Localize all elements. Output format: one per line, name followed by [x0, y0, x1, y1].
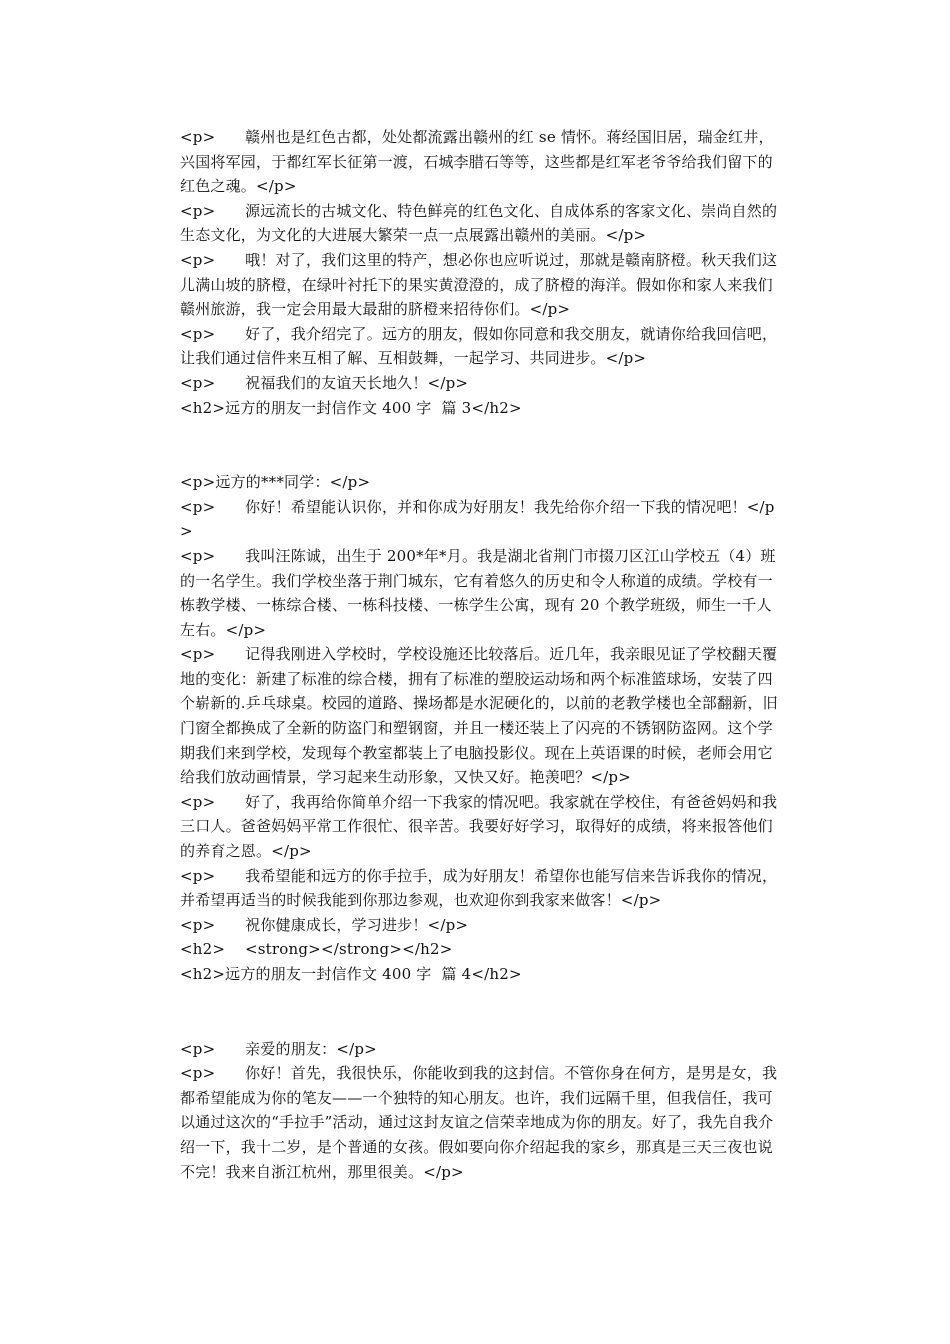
paragraph: <p> 我叫汪陈诚，出生于 200*年*月。我是湖北省荆门市掇刀区江山学校五（4）班的一名学生。我们学校坐落于荆门城东，它有着悠久的历史和令人称道的成绩。学校有一栋教学楼、一栋综合楼、一栋科技楼、一栋学生公寓，现有 20 个教学班级，师生一千人左右。</p>: [180, 546, 776, 639]
paragraph: <p> 记得我刚进入学校时，学校设施还比较落后。近几年，我亲眼见证了学校翻天覆地的变化：新建了标准的综合楼，拥有了标准的塑胶运动场和两个标准篮球场，安装了四个崭新的.乒乓球桌。校园的道路、操场都是水泥硬化的，以前的老教学楼也全部翻新，旧门窗全都换成了全新的防盗门和塑钢窗，并且一楼还装上了闪亮的不锈钢防盗网。这个学期我们来到学校，发现每个教室都装上了电脑投影仪。现在上英语课的时候，老师会用它给我们放动画情景，学习起来生动形象，又快又好。艳羡吧？</p>: [180, 645, 778, 787]
paragraph: <p> 祝福我们的友谊天长地久！</p>: [180, 373, 469, 392]
section-heading: <h2> <strong></strong></h2>: [180, 940, 453, 959]
paragraph: <p> 赣州也是红色古都，处处都流露出赣州的红 se 情怀。蒋经国旧居，瑞金红井，兴国将军园，于都红军长征第一渡，石城李腊石等等，这些都是红军老爷爷给我们留下的红色之魂。</p>: [180, 128, 774, 196]
paragraph: <p> 源远流长的古城文化、特色鲜亮的红色文化、自成体系的客家文化、崇尚自然的生态文化，为文化的大进展大繁荣一点一点展露出赣州的美丽。</p>: [180, 201, 778, 245]
paragraph: <p> 我希望能和远方的你手拉手，成为好朋友！希望你也能写信来告诉我你的情况，并希望再适当的时候我能到你那边参观，也欢迎你到我家来做客！</p>: [180, 866, 778, 910]
paragraph: <p> 你好！首先，我很快乐，你能收到我的这封信。不管你身在何方，是男是女，我都希望能成为你的笔友——一个独特的知心朋友。也许，我们远隔千里，但我信任，我可以通过这次的“手拉手”活动，通过这封友谊之信荣幸地成为你的朋友。好了，我先自我介绍一下，我十二岁，是个普通的女孩。假如要向你介绍起我的家乡，那真是三天三夜也说不完！我来自浙江杭州，那里很美。</p>: [180, 1064, 778, 1181]
paragraph: <p> 哦！对了，我们这里的特产，想必你也应听说过，那就是赣南脐橙。秋天我们这儿满山坡的脐橙，在绿叶衬托下的果实黄澄澄的，成了脐橙的海洋。假如你和家人来我们赣州旅游，我一定会用最大最甜的脐橙来招待你们。</p>: [180, 250, 778, 319]
paragraph: <p> 好了，我再给你简单介绍一下我家的情况吧。我家就在学校住，有爸爸妈妈和我三口人。爸爸妈妈平常工作很忙、很辛苦。我要好好学习，取得好的成绩，将来报答他们的养育之恩。</p>: [180, 792, 778, 861]
paragraph: <p> 祝你健康成长，学习进步！</p>: [180, 915, 469, 934]
document-body: [180, 125, 780, 1184]
section-heading: <h2>远方的朋友一封信作文 400 字 篇 4</h2>: [180, 965, 522, 983]
paragraph: <p> 好了，我介绍完了。远方的朋友，假如你同意和我交朋友，就请你给我回信吧，让我们通过信件来互相了解、互相鼓舞，一起学习、共同进步。</p>: [180, 324, 778, 368]
section-spacer: [180, 987, 780, 1037]
section-heading: <h2>远方的朋友一封信作文 400 字 篇 3</h2>: [180, 398, 522, 417]
paragraph: <p>远方的***同学：</p>: [180, 473, 371, 492]
paragraph: <p> 亲爱的朋友：</p>: [180, 1039, 377, 1058]
section-spacer: [180, 420, 780, 470]
paragraph: <p> 你好！希望能认识你，并和你成为好朋友！我先给你介绍一下我的情况吧！</p>: [180, 497, 775, 541]
